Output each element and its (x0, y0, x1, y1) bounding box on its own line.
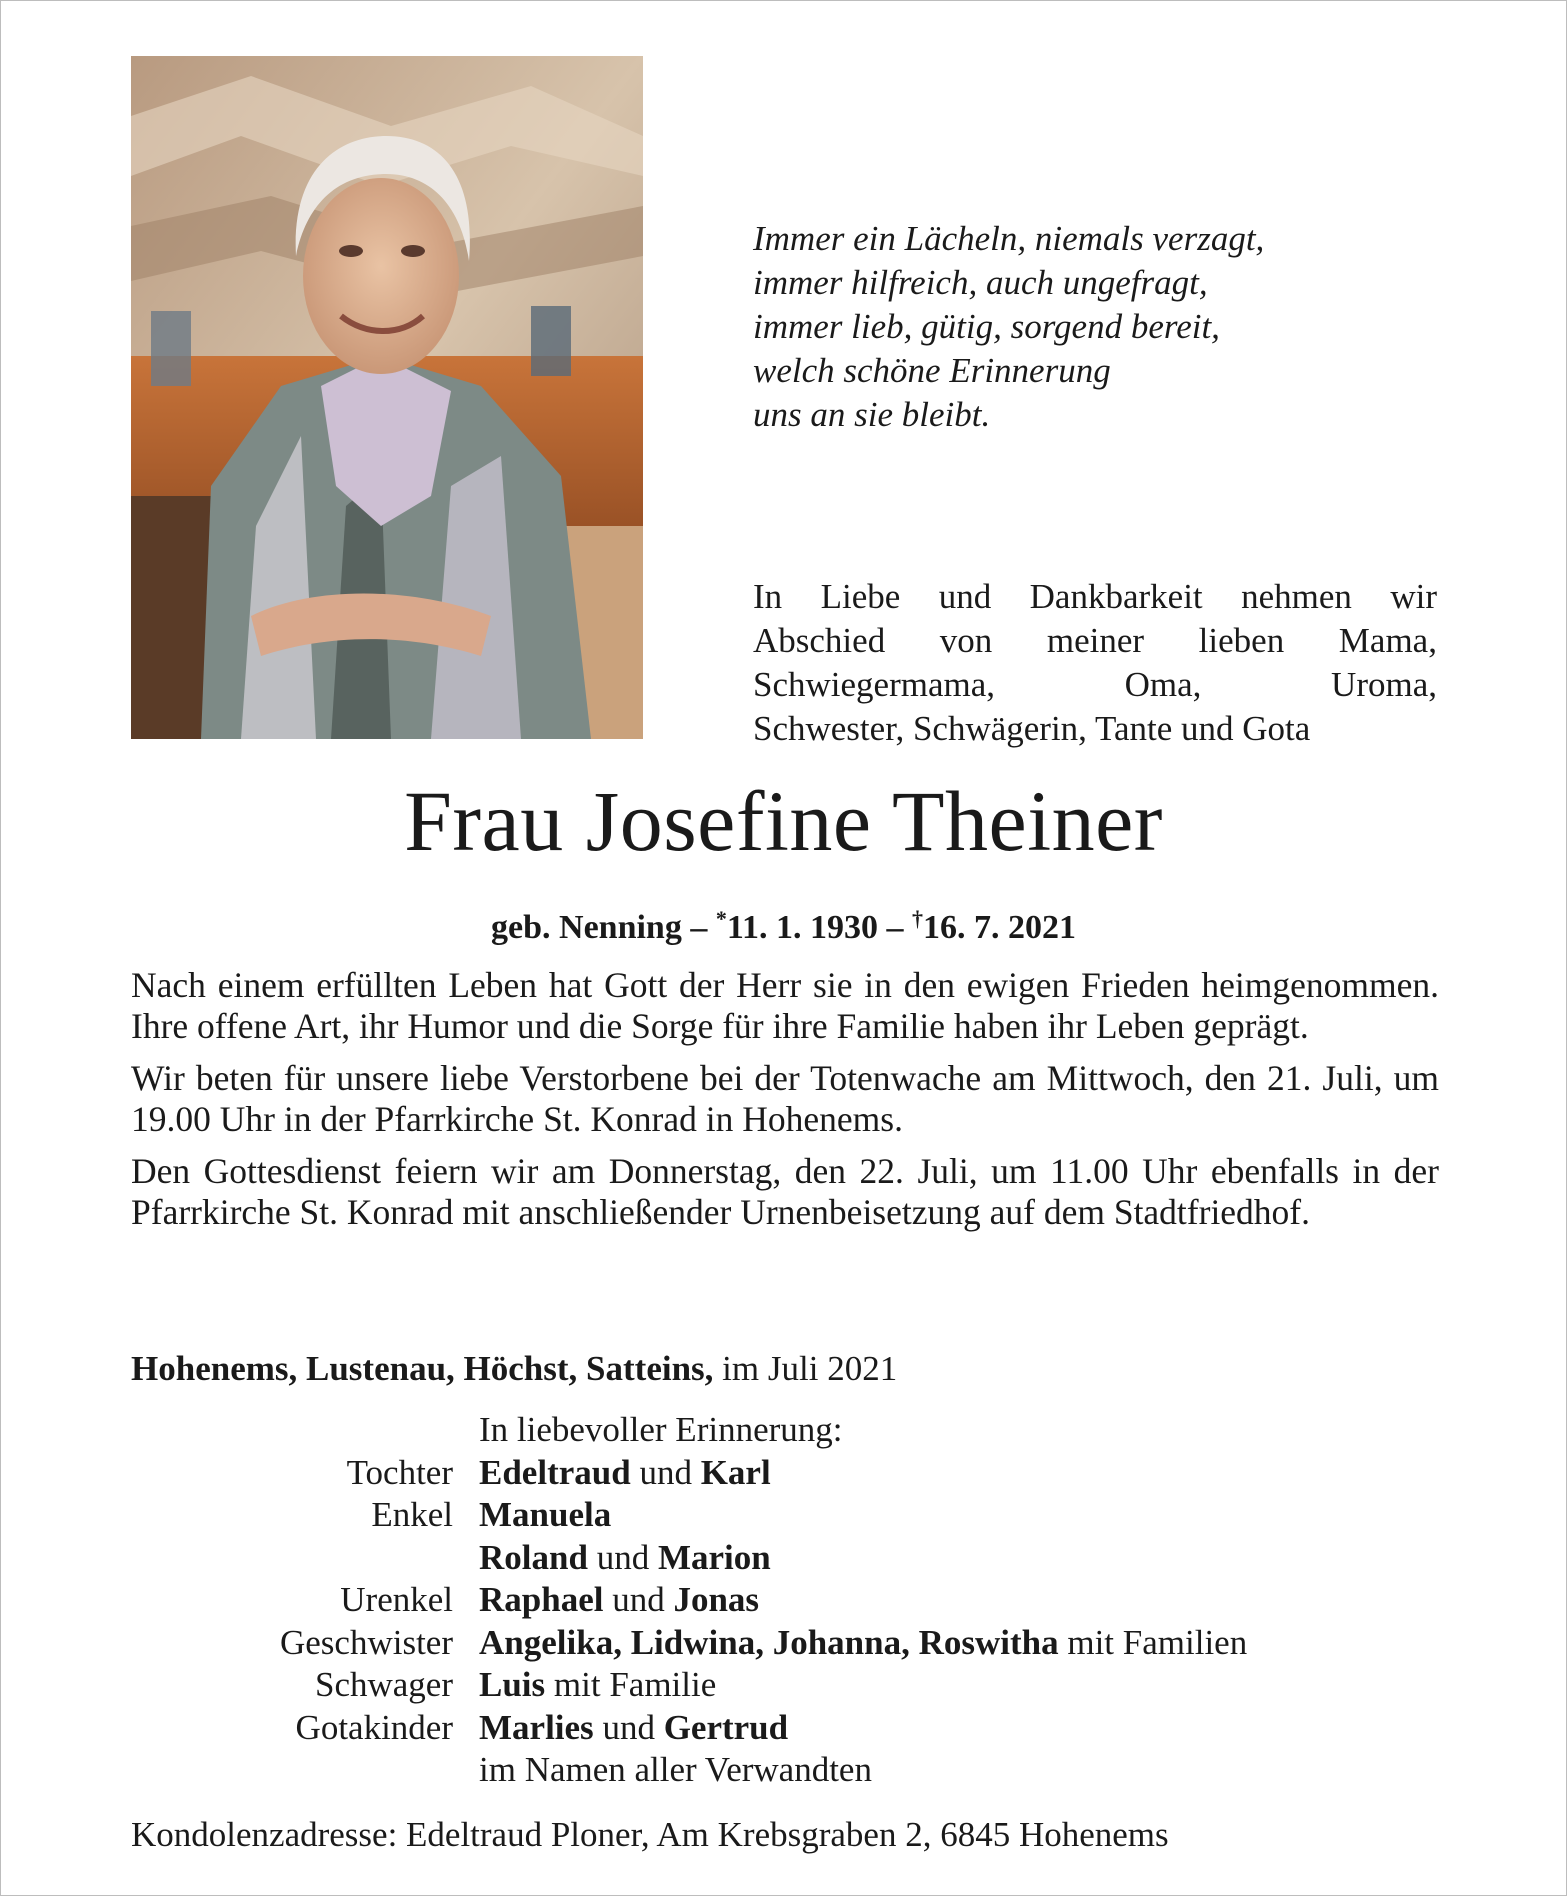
intro-word: und (938, 577, 992, 616)
intro-word: In (753, 577, 783, 616)
born-name: geb. Nenning (491, 909, 682, 946)
relation-label: Tochter (346, 1452, 453, 1492)
relative-name: Edeltraud (479, 1452, 631, 1492)
portrait-photo (131, 56, 643, 739)
family-row (131, 1622, 1451, 1665)
relation-label: Geschwister (279, 1622, 453, 1662)
family-row (131, 1664, 1451, 1707)
family-row (131, 1579, 1451, 1622)
announcement-text (131, 965, 1439, 1244)
family-row (131, 1452, 1451, 1495)
intro-word: Schwiegermama, (753, 665, 995, 704)
paragraph: Wir beten für unsere liebe Verstorbene bei der Totenwache am Mittwoch, den 21. Juli, um 19.00 Uhr in der Pfarrkirche St. Konrad in Hohenems. (131, 1058, 1439, 1139)
suffix: mit Familien (1067, 1622, 1248, 1662)
relative-name: Roland (479, 1537, 588, 1577)
relation-label: Gotakinder (295, 1707, 453, 1747)
relative-name: Gertrud (663, 1707, 789, 1747)
relative-name: Manuela (479, 1495, 612, 1534)
paragraph: Den Gottesdienst feiern wir am Donnerstag, den 22. Juli, um 11.00 Uhr ebenfalls in der Pfarrkirche St. Konrad mit anschließender Urnenbeisetzung auf dem Stadtfriedhof. (131, 1151, 1439, 1232)
conjunction: und (602, 1707, 655, 1747)
suffix: mit Familie (553, 1665, 717, 1704)
relative-name: Raphael (479, 1580, 604, 1619)
intro-word: von (939, 621, 993, 660)
relative-name: Marlies (479, 1707, 594, 1747)
intro-line-4: Schwester, Schwägerin, Tante und Gota (753, 709, 1311, 748)
poem-line: welch schöne Erinnerung (753, 351, 1111, 390)
poem (753, 217, 1453, 437)
death-cross-icon: † (911, 906, 923, 931)
family-footer: im Namen aller Verwandten (479, 1750, 872, 1789)
poem-line: Immer ein Lächeln, niemals verzagt, (753, 219, 1265, 258)
separator: – (886, 909, 904, 946)
intro-word: lieben (1198, 621, 1285, 660)
family-row (131, 1707, 1451, 1750)
life-dates (1, 897, 1566, 950)
intro-word: Uroma, (1331, 665, 1437, 704)
family-heading: In liebevoller Erinnerung: (479, 1410, 843, 1449)
birth-star-icon: * (715, 906, 727, 931)
death-date: 16. 7. 2021 (922, 909, 1076, 946)
poem-line: immer lieb, gütig, sorgend bereit, (753, 307, 1220, 346)
intro-word: wir (1390, 577, 1437, 616)
place-and-date (131, 1347, 897, 1391)
intro-word: Abschied (753, 621, 886, 660)
relative-name: Karl (700, 1452, 771, 1492)
deceased-name: Frau Josefine Theiner (404, 773, 1163, 869)
family-list (131, 1409, 1451, 1792)
intro-word: Liebe (820, 577, 901, 616)
intro-word: Mama, (1338, 621, 1437, 660)
intro-line-2 (753, 619, 1437, 663)
separator: – (690, 909, 708, 946)
intro-line-3 (753, 663, 1437, 707)
relative-name: Luis (479, 1665, 546, 1704)
relation-label: Urenkel (340, 1580, 453, 1619)
intro-word: meiner (1046, 621, 1145, 660)
poem-line: immer hilfreich, auch ungefragt, (753, 263, 1208, 302)
intro-line-1 (753, 575, 1437, 619)
birth-date: 11. 1. 1930 (726, 909, 878, 946)
relative-name: Jonas (673, 1580, 760, 1619)
towns: Hohenems, Lustenau, Höchst, Satteins, (131, 1349, 714, 1388)
relation-label: Schwager (314, 1665, 453, 1704)
farewell-intro (753, 575, 1437, 751)
conjunction: und (612, 1580, 665, 1619)
relative-name: Angelika, Lidwina, Johanna, Roswitha (479, 1622, 1059, 1662)
family-footer-row (131, 1749, 1451, 1792)
intro-word: Oma, (1124, 665, 1202, 704)
poem-line: uns an sie bleibt. (753, 395, 991, 434)
intro-word: Dankbarkeit (1029, 577, 1203, 616)
family-heading-row (131, 1409, 1451, 1452)
conjunction: und (639, 1452, 692, 1492)
intro-word: nehmen (1241, 577, 1352, 616)
portrait-image (131, 56, 643, 739)
paragraph: Nach einem erfüllten Leben hat Gott der Herr sie in den ewigen Frieden heimgenommen. Ihre offene Art, ihr Humor und die Sorge für ihre Familie haben ihr Leben geprägt. (131, 965, 1439, 1046)
family-row (131, 1494, 1451, 1537)
condolence-address: Kondolenzadresse: Edeltraud Ploner, Am Krebsgraben 2, 6845 Hohenems (131, 1815, 1169, 1854)
relative-name: Marion (657, 1537, 771, 1577)
family-row (131, 1537, 1451, 1580)
month-year: im Juli 2021 (722, 1349, 898, 1388)
conjunction: und (596, 1537, 650, 1577)
relation-label: Enkel (371, 1495, 453, 1534)
relation-label (131, 1537, 479, 1580)
